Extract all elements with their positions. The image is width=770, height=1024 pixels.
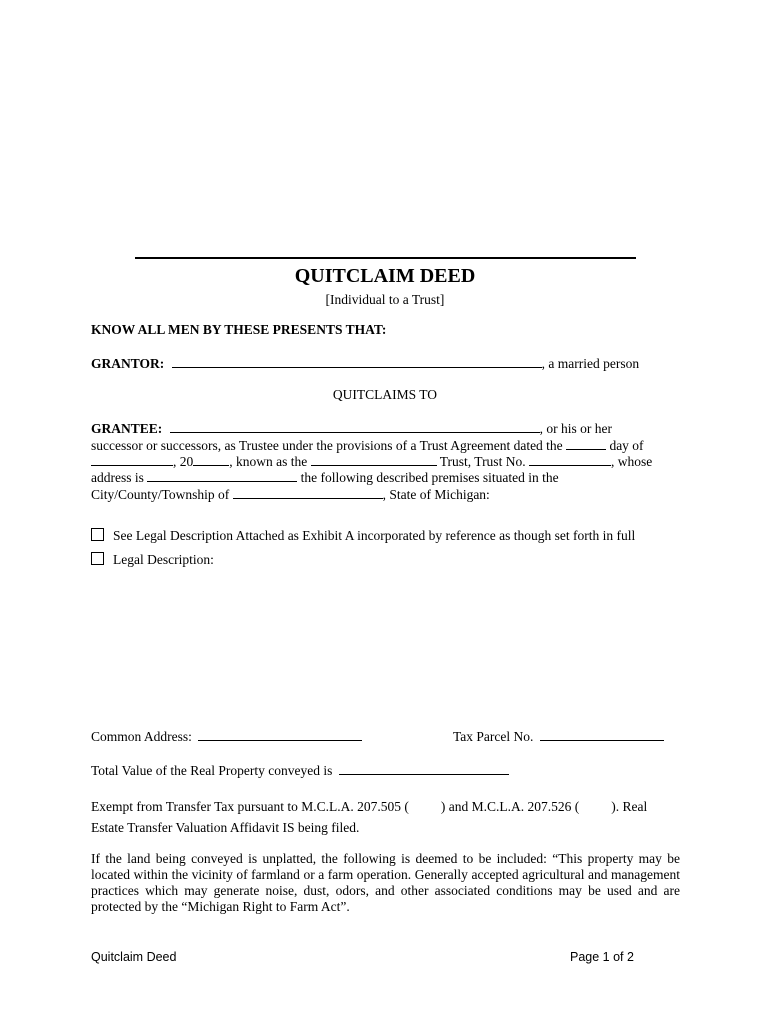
year-field[interactable] [193, 453, 229, 466]
trust-number-field[interactable] [529, 453, 611, 466]
trust-name-field[interactable] [311, 453, 437, 466]
exhibit-label: See Legal Description Attached as Exhibit A incorporated by reference as though set forth in full [113, 528, 636, 543]
document-title: QUITCLAIM DEED [294, 265, 476, 287]
grantee-name-field[interactable] [170, 420, 540, 433]
total-value-line [91, 762, 509, 779]
common-address-line [91, 728, 362, 745]
grantee-line-3 [91, 453, 652, 470]
state-text: , State of Michigan: [382, 487, 490, 502]
footer-document-name: Quitclaim Deed [91, 950, 177, 964]
tax-parcel-field[interactable] [540, 728, 664, 741]
trust-agreement-text: successor or successors, as Trustee under the provisions of a Trust Agreement dated the [91, 438, 563, 453]
grantor-label: GRANTOR: [91, 356, 165, 371]
common-address-field[interactable] [198, 728, 362, 741]
grantee-label: GRANTEE: [91, 421, 163, 436]
legal-description-label: Legal Description: [113, 552, 214, 567]
common-address-label: Common Address: [91, 729, 192, 744]
exhibit-checkbox[interactable] [91, 528, 104, 541]
farm-act-paragraph: If the land being conveyed is unplatted, the following is deemed to be included: “This property may be located within the vicinity of farmland or a farm operation. Generally accepted agricultural and management practices which may generate noise, dust, odors, and other associated conditions may be used and are protected by the “Michigan Right to Farm Act”. [91, 851, 680, 914]
total-value-label: Total Value of the Real Property conveyed is [91, 763, 333, 778]
tax-parcel-label: Tax Parcel No. [453, 729, 534, 744]
header-rule [135, 257, 636, 259]
exhibit-option [91, 528, 635, 544]
city-county-field[interactable] [233, 486, 383, 499]
total-value-field[interactable] [339, 762, 509, 775]
year-prefix: , 20 [173, 454, 194, 469]
document-subtitle: [Individual to a Trust] [325, 292, 445, 307]
grantee-line-2 [91, 437, 644, 454]
legal-description-option [91, 552, 214, 568]
quitclaims-to: QUITCLAIMS TO [332, 387, 438, 402]
grantee-line-5 [91, 486, 490, 503]
known-as-text: , known as the [229, 454, 308, 469]
whose-text: , whose [610, 454, 653, 469]
legal-description-checkbox[interactable] [91, 552, 104, 565]
grantor-line [91, 355, 639, 372]
exempt-text-c: ). Real [611, 799, 648, 814]
month-field[interactable] [91, 453, 173, 466]
grantor-suffix: , a married person [541, 356, 640, 371]
tax-parcel-line [453, 728, 664, 745]
city-county-text: City/County/Township of [91, 487, 230, 502]
grantee-line [91, 420, 612, 437]
premises-text: the following described premises situated in the [300, 470, 559, 485]
address-is-text: address is [91, 470, 144, 485]
exempt-line-1 [91, 799, 680, 815]
grantee-suffix: , or his or her [539, 421, 612, 436]
grantor-name-field[interactable] [172, 355, 542, 368]
exempt-text-b: ) and M.C.L.A. 207.526 ( [440, 799, 580, 814]
day-field[interactable] [566, 437, 606, 450]
day-of-text: day of [609, 438, 644, 453]
footer-page-number: Page 1 of 2 [570, 950, 634, 964]
intro-heading: KNOW ALL MEN BY THESE PRESENTS THAT: [91, 322, 387, 337]
exempt-text-a: Exempt from Transfer Tax pursuant to M.C.L.A. 207.505 ( [91, 799, 409, 814]
trust-no-text: Trust, Trust No. [439, 454, 526, 469]
grantee-address-field[interactable] [147, 469, 297, 482]
grantee-line-4 [91, 469, 559, 486]
exempt-line-2: Estate Transfer Valuation Affidavit IS being filed. [91, 820, 360, 835]
